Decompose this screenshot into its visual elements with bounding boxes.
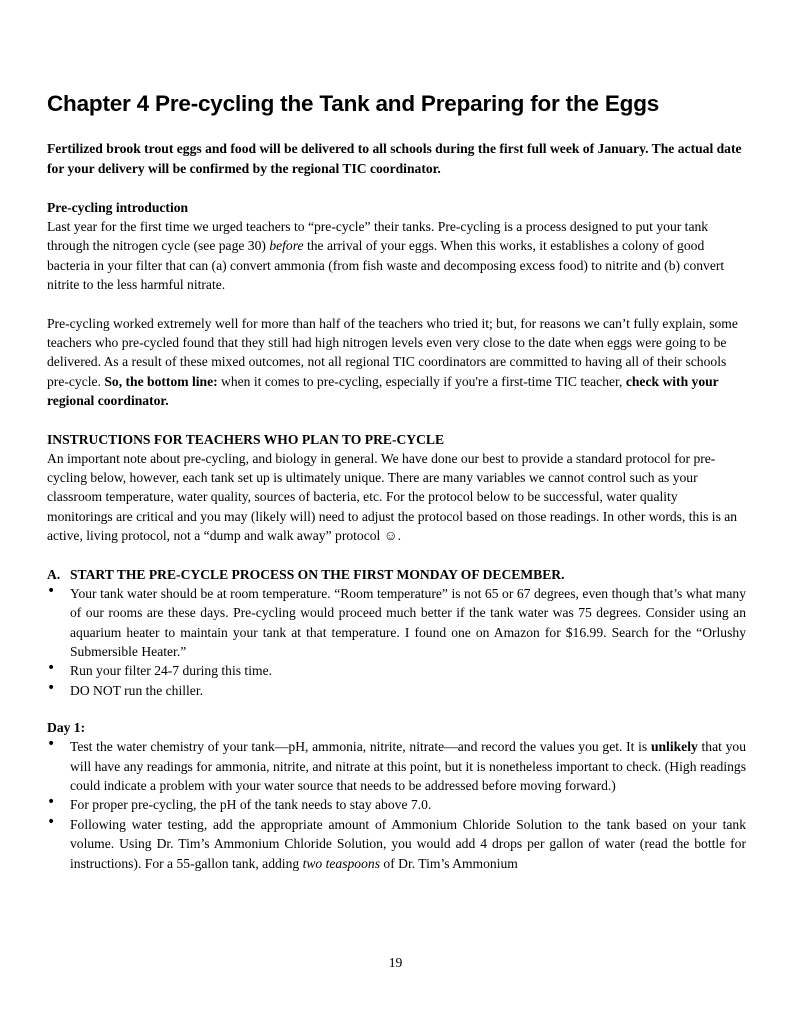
text-run: Following water testing, add the appropriate amount of Ammonium Chloride Solution to the tank based on your tank volume. Using Dr. Tim’s Ammonium Chloride Solution, you would add 4 drops per gallon of water (read the bottle for instructions). For a 55-gallon tank, adding	[70, 816, 746, 871]
bullet-icon: •	[47, 736, 56, 753]
day-1-bullet-list	[47, 737, 746, 873]
list-item	[47, 584, 746, 662]
step-a-title: START THE PRE-CYCLE PROCESS ON THE FIRST MONDAY OF DECEMBER.	[70, 566, 565, 582]
bold-text: So, the bottom line:	[104, 373, 218, 389]
list-item	[47, 681, 746, 700]
list-item-text: For proper pre-cycling, the pH of the tank needs to stay above 7.0.	[70, 797, 432, 813]
step-a-bullet-list	[47, 584, 746, 700]
step-a-heading	[47, 565, 746, 584]
text-run: Last year for the first time we urged teachers to “pre-cycle” their tanks. Pre-cycling is a process designed to put your tank through the nitrogen cycle (see page 30)	[47, 219, 709, 254]
list-item-text: DO NOT run the chiller.	[70, 682, 204, 698]
bullet-icon: •	[47, 582, 56, 599]
text-run: Pre-cycling worked extremely well for more than half of the teachers who tried it; but, for reasons we can’t fully explain, some teachers who pre-cycled found that they still had high nitrogen levels even very close to the date when eggs were going to be delivered. As a result of these mixed outcomes, not all regional TIC coordinators are committed to having all of their schools pre-cycle.	[47, 315, 738, 389]
bullet-icon: •	[47, 660, 56, 677]
day-1-heading: Day 1:	[47, 720, 86, 736]
text-run: of Dr. Tim’s Ammonium	[380, 855, 518, 871]
instructions-heading: INSTRUCTIONS FOR TEACHERS WHO PLAN TO PRE-CYCLE	[47, 431, 445, 447]
italic-text: two teaspoons	[302, 855, 380, 871]
chapter-title: Chapter 4 Pre-cycling the Tank and Preparing for the Eggs	[47, 91, 660, 116]
delivery-notice: Fertilized brook trout eggs and food will be delivered to all schools during the first full week of January. The actual date for your delivery will be confirmed by the regional TIC coordinator.	[47, 141, 742, 176]
precycling-intro-heading: Pre-cycling introduction	[47, 200, 189, 215]
precycling-intro-paragraph-1	[47, 217, 746, 295]
text-run: when it comes to pre-cycling, especially if you're a first-time TIC teacher,	[217, 373, 626, 389]
bullet-icon: •	[47, 679, 56, 696]
text-run: that you will have any readings for ammonia, nitrite, and nitrate at this point, but it is nonetheless important to check. (High readings could indicate a problem with your water source that needs to be addressed before moving forward.)	[70, 739, 746, 793]
precycling-intro-paragraph-2	[47, 314, 746, 411]
list-item	[47, 737, 746, 795]
bold-text: check with your regional coordinator.	[47, 373, 719, 409]
step-letter: A.	[47, 566, 61, 582]
bullet-icon: •	[47, 813, 56, 830]
list-item-text: Run your filter 24-7 during this time.	[70, 663, 272, 679]
list-item-text: Your tank water should be at room temperature. “Room temperature” is not 65 or 67 degrees, even though that’s what many of our rooms are these days. Pre-cycling would proceed much better if the tank water was 75 degrees. Consider using an aquarium heater to maintain your tank at that temperature. I found one on Amazon for $16.99. Search for the “Orlushy Submersible Heater.”	[70, 585, 746, 659]
bullet-icon: •	[47, 794, 56, 811]
bold-text: unlikely	[650, 739, 698, 755]
list-item	[47, 661, 746, 680]
page-content	[47, 89, 746, 891]
instructions-paragraph: An important note about pre-cycling, and biology in general. We have done our best to provide a standard protocol for pre-cycling below, however, each tank set up is ultimately unique. There are many variables we cannot control such as your classroom temperature, water quality, sources of bacteria, etc. For the protocol below to be successful, water quality monitorings are critical and you may (likely will) need to adjust the protocol based on those readings. In other words, this is an active, living protocol, not a “dump and walk away” protocol ☺.	[47, 450, 738, 544]
italic-text: before	[269, 238, 304, 254]
list-item	[47, 815, 746, 873]
text-run: the arrival of your eggs. When this works, it establishes a colony of good bacteria in your filter that can (a) convert ammonia (from fish waste and decomposing excess food) to nitrite and (b) convert nitrite to the less harmful nitrate.	[47, 238, 725, 293]
page-number: 19	[388, 955, 403, 970]
text-run: Test the water chemistry of your tank—pH, ammonia, nitrite, nitrate—and record the values you get. It is	[70, 739, 651, 755]
list-item	[47, 795, 746, 814]
